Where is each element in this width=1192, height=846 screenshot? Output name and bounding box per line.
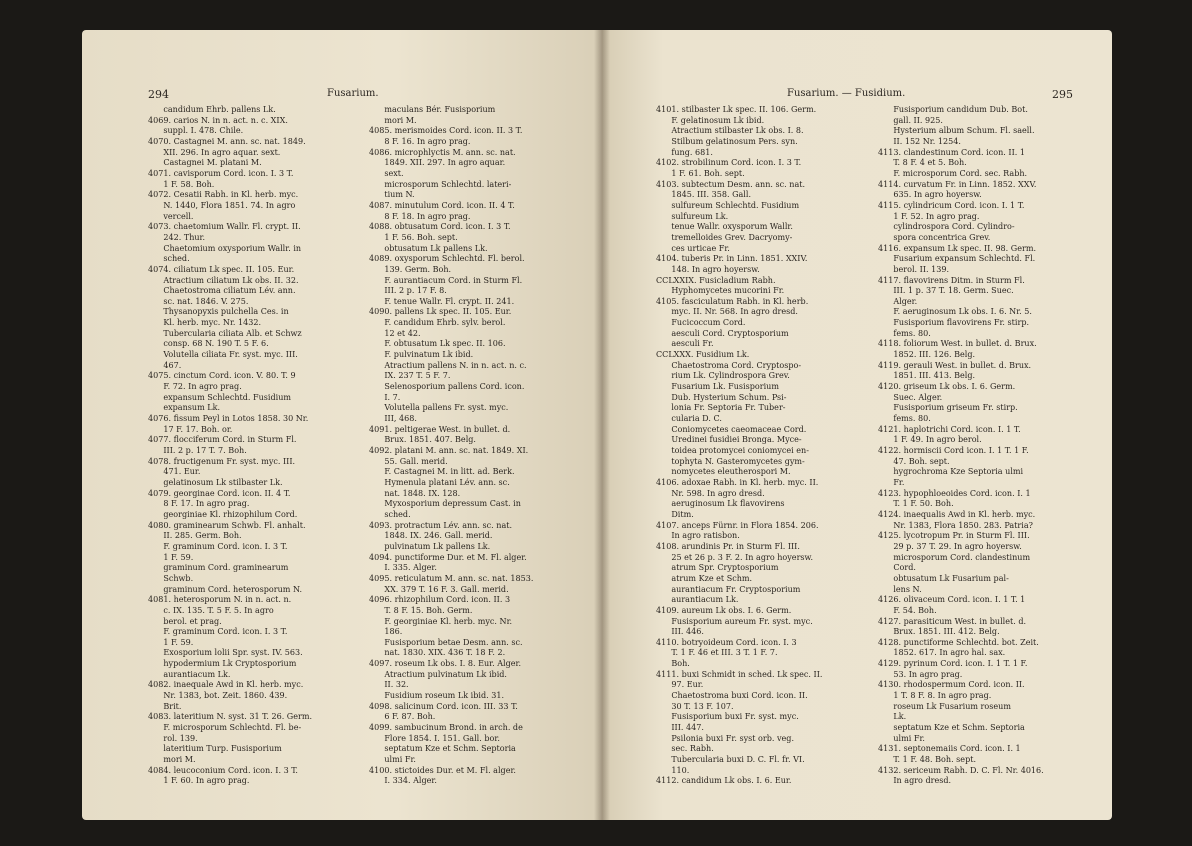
text-line: Hymenula platani Lév. ann. sc. xyxy=(369,477,510,487)
text-line: 4071. cavisporum Cord. icon. I. 3 T. xyxy=(148,168,294,178)
text-line: 4110. botryoideum Cord. icon. I. 3 xyxy=(656,637,797,647)
text-line: 1 F. 61. Boh. sept. xyxy=(656,168,745,178)
text-line: 4089. oxysporum Schlechtd. Fl. berol. xyxy=(369,254,525,264)
text-line: 139. Germ. Boh. xyxy=(369,264,452,274)
right-page xyxy=(602,30,1112,820)
right-page-number: 295 xyxy=(1052,88,1073,101)
text-line: Selenosporium pallens Cord. icon. xyxy=(369,382,525,392)
text-line: 4072. Cesatii Rabh. in Kl. herb. myc. xyxy=(148,190,299,200)
text-line: 4117. flavovirens Ditm. in Sturm Fl. xyxy=(878,275,1025,285)
text-line: 4126. olivaceum Cord. icon. I. 1 T. 1 xyxy=(878,595,1026,605)
text-line: 4107. anceps Fürnr. in Flora 1854. 206. xyxy=(656,520,819,530)
text-line: gelatinosum Lk stilbaster Lk. xyxy=(148,477,283,487)
text-line: 29 p. 37 T. 29. In agro hoyersw. xyxy=(878,541,1022,551)
text-line: obtusatum Lk Fusarium pal- xyxy=(878,573,1009,583)
text-line: atrum Kze et Schm. xyxy=(656,573,753,583)
text-line: Volutella ciliata Fr. syst. myc. III. xyxy=(148,350,298,360)
text-line: berol. et prag. xyxy=(148,616,222,626)
text-line: Fusarium expansum Schlechtd. Fl. xyxy=(878,254,1036,264)
text-line: Fr. xyxy=(878,477,905,487)
text-line: hygrochroma Kze Septoria ulmi xyxy=(878,467,1024,477)
text-line: 4077. flocciferum Cord. in Sturm Fl. xyxy=(148,435,297,445)
text-line: Fucicoccum Cord. xyxy=(656,318,746,328)
text-line: 1852. 617. In agro hal. sax. xyxy=(878,648,1006,658)
text-line: 635. In agro hoyersw. xyxy=(878,190,982,200)
text-line: 97. Eur. xyxy=(656,680,704,690)
text-line: T. 1 F. 46 et III. 3 T. 1 F. 7. xyxy=(656,648,778,658)
text-line: consp. 68 N. 190 T. 5 F. 6. xyxy=(148,339,269,349)
text-line: Fusarium Lk. Fusisporium xyxy=(656,382,779,392)
text-line: 4108. arundinis Pr. in Sturm Fl. III. xyxy=(656,541,800,551)
text-line: 4091. peltigerae West. in bullet. d. xyxy=(369,424,511,434)
text-line: lonia Fr. Septoria Fr. Tuber- xyxy=(656,403,786,413)
left-page-number: 294 xyxy=(148,88,169,101)
text-line: Chaetostroma Cord. Cryptospo- xyxy=(656,360,802,370)
text-line: 1 F. 60. In agro prag. xyxy=(148,776,250,786)
text-line: ulmi Fr. xyxy=(369,755,416,765)
text-line: 1 F. 49. In agro berol. xyxy=(878,435,982,445)
text-line: 4090. pallens Lk spec. II. 105. Eur. xyxy=(369,307,512,317)
text-line: XII. 296. In agro aquar. sext. xyxy=(148,147,281,157)
text-line: Volutella pallens Fr. syst. myc. xyxy=(369,403,509,413)
text-line: 53. In agro prag. xyxy=(878,669,963,679)
text-line: fems. 80. xyxy=(878,414,931,424)
text-line: Exosporium lolii Spr. syst. IV. 563. xyxy=(148,648,303,658)
text-line: aurantiacum Lk. xyxy=(656,595,739,605)
text-line: georginiae Kl. rhizophilum Cord. xyxy=(148,509,298,519)
text-line: mori M. xyxy=(148,755,196,765)
text-line: 4092. platani M. ann. sc. nat. 1849. XI. xyxy=(369,446,529,455)
left-column-1 xyxy=(148,105,312,787)
text-line: sched. xyxy=(369,509,411,519)
text-line: Alger. xyxy=(878,296,918,306)
text-line: 1852. III. 126. Belg. xyxy=(878,350,976,360)
text-line: CCLXXX. Fusidium Lk. xyxy=(656,350,750,360)
text-line: 4109. aureum Lk obs. I. 6. Germ. xyxy=(656,605,792,615)
text-line: Fusisporium aureum Fr. syst. myc. xyxy=(656,616,813,626)
text-line: 1 T. 8 F. 8. In agro prag. xyxy=(878,691,992,701)
text-line: I. 7. xyxy=(369,392,401,402)
text-line: 4081. heterosporum N. in n. act. n. xyxy=(148,595,292,605)
text-line: 4111. buxi Schmidt in sched. Lk spec. II. xyxy=(656,669,823,679)
text-line: Lk. xyxy=(878,712,907,722)
text-line: II. 32. xyxy=(369,680,409,690)
text-line: 47. Boh. sept. xyxy=(878,456,950,466)
text-line: 4069. carios N. in n. act. n. c. XIX. xyxy=(148,115,288,125)
text-line: 30 T. 13 F. 107. xyxy=(656,701,734,711)
text-line: 4105. fasciculatum Rabh. in Kl. herb. xyxy=(656,296,809,306)
text-line: myc. II. Nr. 568. In agro dresd. xyxy=(656,307,798,317)
text-line: 4125. lycotropum Pr. in Sturm Fl. III. xyxy=(878,531,1030,541)
text-line: 6 F. 87. Boh. xyxy=(369,712,436,722)
text-line: 4082. inaequale Awd in Kl. herb. myc. xyxy=(148,680,304,690)
text-line: 17 F. 17. Boh. or. xyxy=(148,424,233,434)
text-line: 1 F. 56. Boh. sept. xyxy=(369,232,458,242)
text-line: F. tenue Wallr. Fl. crypt. II. 241. xyxy=(369,296,515,306)
text-line: Brit. xyxy=(148,701,182,711)
text-line: vercell. xyxy=(148,211,194,221)
text-line: 4070. Castagnei M. ann. sc. nat. 1849. xyxy=(148,136,306,146)
text-line: 4079. georginae Cord. icon. II. 4 T. xyxy=(148,488,291,498)
text-line: 4073. chaetomium Wallr. Fl. crypt. II. xyxy=(148,222,301,232)
text-line: nat. 1848. IX. 128. xyxy=(369,488,461,498)
text-line: 1845. III. 358. Gall. xyxy=(656,190,751,200)
text-line: 8 F. 17. In agro prag. xyxy=(148,499,250,509)
text-line: fems. 80. xyxy=(878,328,931,338)
text-line: Atractium pallens N. in n. act. n. c. xyxy=(369,360,527,370)
text-line: sulfureum Schlechtd. Fusidium xyxy=(656,200,800,210)
text-line: T. 1 F. 48. Boh. sept. xyxy=(878,755,977,765)
text-line: 4119. gerauli West. in bullet. d. Brux. xyxy=(878,360,1032,370)
text-line: sec. Rabh. xyxy=(656,744,714,754)
text-line: 4099. sambucinum Brond. in arch. de xyxy=(369,723,523,733)
text-line: T. 8 F. 15. Boh. Germ. xyxy=(369,605,473,615)
text-line: 4132. sericeum Rabh. D. C. Fl. Nr. 4016. xyxy=(878,765,1044,775)
text-line: 1849. XII. 297. In agro aquar. xyxy=(369,158,506,168)
text-line: septatum Kze et Schm. Septoria xyxy=(878,723,1025,733)
text-line: T. 8 F. 4 et 5. Boh. xyxy=(878,158,967,168)
text-line: Hyphomycetes mucorini Fr. xyxy=(656,286,785,296)
text-line: Brux. 1851. III. 412. Belg. xyxy=(878,627,1000,637)
text-line: maculans Bér. Fusisporium xyxy=(369,105,496,114)
text-line: 1 F. 52. In agro prag. xyxy=(878,211,980,221)
text-line: F. microsporum Cord. sec. Rabh. xyxy=(878,168,1028,178)
text-line: berol. II. 139. xyxy=(878,264,950,274)
text-line: candidum Ehrb. pallens Lk. xyxy=(148,105,276,114)
text-line: Brux. 1851. 407. Belg. xyxy=(369,435,476,445)
text-line: 4100. stictoides Dur. et M. Fl. alger. xyxy=(369,765,516,775)
text-line: Fusisporium flavovirens Fr. stirp. xyxy=(878,318,1030,328)
text-line: nomycetes eleutherospori M. xyxy=(656,467,791,477)
text-line: 4075. cinctum Cord. icon. V. 80. T. 9 xyxy=(148,371,296,381)
text-line: ces urticae Fr. xyxy=(656,243,730,253)
text-line: III. 2 p. 17 F. 8. xyxy=(369,286,447,296)
text-line: F. 72. In agro prag. xyxy=(148,382,242,392)
text-line: rol. 139. xyxy=(148,733,198,743)
text-line: fung. 681. xyxy=(656,147,713,157)
text-line: aurantiacum Fr. Cryptosporium xyxy=(656,584,801,594)
text-line: 4074. ciliatum Lk spec. II. 105. Eur. xyxy=(148,264,295,274)
text-line: expansum Schlechtd. Fusidium xyxy=(148,392,292,402)
text-line: CCLXXIX. Fusicladium Rabh. xyxy=(656,275,776,285)
text-line: Dub. Hysterium Schum. Psi- xyxy=(656,392,787,402)
text-line: 4114. curvatum Fr. in Linn. 1852. XXV. xyxy=(878,179,1037,189)
text-line: 4122. hormiscii Cord icon. I. 1 T. 1 F. xyxy=(878,446,1029,455)
text-line: Chaetostroma buxi Cord. icon. II. xyxy=(656,691,808,701)
text-line: Kl. herb. myc. Nr. 1432. xyxy=(148,318,262,328)
text-line: Uredinei fusidiei Bronga. Myce- xyxy=(656,435,802,445)
text-line: atrum Spr. Cryptosporium xyxy=(656,563,779,573)
text-line: III. 446. xyxy=(656,627,704,637)
text-line: 4106. adoxae Rabh. in Kl. herb. myc. II. xyxy=(656,477,819,487)
text-line: I. 335. Alger. xyxy=(369,563,437,573)
text-line: suppl. I. 478. Chile. xyxy=(148,126,244,136)
text-line: 1848. IX. 246. Gall. merid. xyxy=(369,531,493,541)
text-line: 4123. hypophloeoides Cord. icon. I. 1 xyxy=(878,488,1031,498)
text-line: 4121. haplotrichi Cord. icon. I. 1 T. xyxy=(878,424,1021,434)
text-line: 4094. punctiforme Dur. et M. Fl. alger. xyxy=(369,552,527,562)
text-line: 25 et 26 p. 3 F. 2. In agro hoyersw. xyxy=(656,552,814,562)
text-line: cularia D. C. xyxy=(656,414,722,424)
text-line: Chaetomium oxysporium Wallr. in xyxy=(148,243,302,253)
text-line: II. 152 Nr. 1254. xyxy=(878,136,961,146)
text-line: III, 468. xyxy=(369,414,417,424)
text-line: F. graminum Cord. icon. I. 3 T. xyxy=(148,541,288,551)
text-line: Atractium pulvinatum Lk ibid. xyxy=(369,669,507,679)
text-line: 4124. inaequalis Awd in Kl. herb. myc. xyxy=(878,509,1036,519)
text-line: Psilonia buxi Fr. syst orb. veg. xyxy=(656,733,795,743)
right-column-1 xyxy=(656,105,822,787)
text-line: Boh. xyxy=(656,659,690,669)
text-line: Atractium stilbaster Lk obs. I. 8. xyxy=(656,126,804,136)
text-line: 467. xyxy=(148,360,182,370)
text-line: III. 447. xyxy=(656,723,704,733)
text-line: 4085. merismoides Cord. icon. II. 3 T. xyxy=(369,126,523,136)
text-line: Fusidium roseum Lk ibid. 31. xyxy=(369,691,505,701)
text-line: Thysanopyxis pulchella Ces. in xyxy=(148,307,289,317)
text-line: Stilbum gelatinosum Pers. syn. xyxy=(656,136,798,146)
text-line: 4096. rhizophilum Cord. icon. II. 3 xyxy=(369,595,511,605)
text-line: ulmi Fr. xyxy=(878,733,925,743)
text-line: III. 2 p. 17 T. 7. Boh. xyxy=(148,446,247,455)
text-line: gall. II. 925. xyxy=(878,115,943,125)
text-line: 4131. septonemaiis Cord. icon. I. 1 xyxy=(878,744,1021,754)
text-line: Fusisporium betae Desm. ann. sc. xyxy=(369,637,523,647)
text-line: 4088. obtusatum Cord. icon. I. 3 T. xyxy=(369,222,511,232)
text-line: Coniomycetes caeomaceae Cord. xyxy=(656,424,807,434)
text-line: 1 F. 59. xyxy=(148,637,194,647)
text-line: tenue Wallr. oxysporum Wallr. xyxy=(656,222,793,232)
text-line: 4113. clandestinum Cord. icon. II. 1 xyxy=(878,147,1025,157)
text-line: T. 1 F. 50. Boh. xyxy=(878,499,954,509)
text-line: F. obtusatum Lk spec. II. 106. xyxy=(369,339,506,349)
text-line: 4116. expansum Lk spec. II. 98. Germ. xyxy=(878,243,1037,253)
book-gutter xyxy=(594,30,610,820)
text-line: 4129. pyrinum Cord. icon. I. 1 T. 1 F. xyxy=(878,659,1028,669)
text-line: 4118. foliorum West. in bullet. d. Brux. xyxy=(878,339,1037,349)
text-line: 4101. stilbaster Lk spec. II. 106. Germ. xyxy=(656,105,817,114)
text-line: 4095. reticulatum M. ann. sc. nat. 1853. xyxy=(369,573,534,583)
text-line: I. 334. Alger. xyxy=(369,776,437,786)
text-line: 242. Thur. xyxy=(148,232,206,242)
text-line: tium N. xyxy=(369,190,415,200)
text-line: microsporum Schlechtd. lateri- xyxy=(369,179,512,189)
text-line: 4093. protractum Lév. ann. sc. nat. xyxy=(369,520,513,530)
text-line: Atractium ciliatum Lk obs. II. 32. xyxy=(148,275,299,285)
text-line: toidea protomycei coniomycei en- xyxy=(656,446,809,455)
text-line: 4127. parasiticum West. in bullet. d. xyxy=(878,616,1027,626)
text-line: Fusisporium buxi Fr. syst. myc. xyxy=(656,712,799,722)
text-line: Fusisporium candidum Dub. Bot. xyxy=(878,105,1028,114)
text-line: 8 F. 18. In agro prag. xyxy=(369,211,471,221)
text-line: Flore 1854. I. 151. Gall. bor. xyxy=(369,733,500,743)
text-line: F. microsporum Schlechtd. Fl. be- xyxy=(148,723,302,733)
text-line: 148. In agro hoyersw. xyxy=(656,264,760,274)
text-line: lateritium Turp. Fusisporium xyxy=(148,744,282,754)
text-line: pulvinatum Lk pallens Lk. xyxy=(369,541,491,551)
text-line: F. aurantiacum Cord. in Sturm Fl. xyxy=(369,275,523,285)
text-line: Suec. Alger. xyxy=(878,392,943,402)
text-line: Nr. 1383, Flora 1850. 283. Patria? xyxy=(878,520,1033,530)
text-line: 110. xyxy=(656,765,690,775)
text-line: XX. 379 T. 16 F. 3. Gall. merid. xyxy=(369,584,509,594)
text-line: 4115. cylindricum Cord. icon. I. 1 T. xyxy=(878,200,1025,210)
text-line: F. graminum Cord. icon. I. 3 T. xyxy=(148,627,288,637)
text-line: III. 1 p. 37 T. 18. Germ. Suec. xyxy=(878,286,1014,296)
text-line: 12 et 42. xyxy=(369,328,421,338)
right-running-head: Fusarium. — Fusidium. xyxy=(787,88,906,99)
text-line: sulfureum Lk. xyxy=(656,211,729,221)
text-line: 4112. candidum Lk obs. I. 6. Eur. xyxy=(656,776,792,786)
text-line: nat. 1830. XIX. 436 T. 18 F. 2. xyxy=(369,648,506,658)
text-line: In agro ratisbon. xyxy=(656,531,740,541)
text-line: Hysterium album Schum. Fl. saell. xyxy=(878,126,1035,136)
text-line: F. pulvinatum Lk ibid. xyxy=(369,350,474,360)
text-line: 4084. leucoconium Cord. icon. I. 3 T. xyxy=(148,765,298,775)
text-line: F. 54. Boh. xyxy=(878,605,937,615)
text-line: 8 F. 16. In agro prag. xyxy=(369,136,471,146)
text-line: tophyta N. Gasteromycetes gym- xyxy=(656,456,805,466)
text-line: Schwb. xyxy=(148,573,194,583)
text-line: septatum Kze et Schm. Septoria xyxy=(369,744,516,754)
right-column-2 xyxy=(878,105,1044,787)
text-line: hypodermium Lk Cryptosporium xyxy=(148,659,297,669)
text-line: 4103. subtectum Desm. ann. sc. nat. xyxy=(656,179,806,189)
book-spread xyxy=(82,30,1112,820)
text-line: obtusatum Lk pallens Lk. xyxy=(369,243,488,253)
text-line: sched. xyxy=(148,254,190,264)
left-column-2 xyxy=(369,105,533,787)
text-line: 4120. griseum Lk obs. I. 6. Germ. xyxy=(878,382,1016,392)
text-line: 1 F. 59. xyxy=(148,552,194,562)
text-line: 471. Eur. xyxy=(148,467,201,477)
text-line: 4076. fissum Peyl in Lotos 1858. 30 Nr. xyxy=(148,414,309,424)
text-line: 1 F. 58. Boh. xyxy=(148,179,215,189)
text-line: F. Castagnei M. in litt. ad. Berk. xyxy=(369,467,515,477)
text-line: rium Lk. Cylindrospora Grev. xyxy=(656,371,790,381)
text-line: graminum Cord. heterosporum N. xyxy=(148,584,303,594)
text-line: aurantiacum Lk. xyxy=(148,669,231,679)
text-line: F. candidum Ehrb. sylv. berol. xyxy=(369,318,506,328)
text-line: Tubercularia buxi D. C. Fl. fr. VI. xyxy=(656,755,805,765)
text-line: Castagnei M. platani M. xyxy=(148,158,262,168)
text-line: Chaetostroma ciliatum Lév. ann. xyxy=(148,286,296,296)
text-line: 4098. salicinum Cord. icon. III. 33 T. xyxy=(369,701,518,711)
text-line: Nr. 598. In agro dresd. xyxy=(656,488,765,498)
text-line: mori M. xyxy=(369,115,417,125)
text-line: 1851. III. 413. Belg. xyxy=(878,371,976,381)
text-line: 4097. roseum Lk obs. I. 8. Eur. Alger. xyxy=(369,659,522,669)
text-line: In agro dresd. xyxy=(878,776,952,786)
text-line: Cord. xyxy=(878,563,916,573)
text-line: 4086. microphlyctis M. ann. sc. nat. xyxy=(369,147,516,157)
text-line: IX. 237 T. 5 F. 7. xyxy=(369,371,451,381)
text-line: cylindrospora Cord. Cylindro- xyxy=(878,222,1015,232)
text-line: sext. xyxy=(369,168,404,178)
text-line: microsporum Cord. clandestinum xyxy=(878,552,1031,562)
text-line: 4083. lateritium N. syst. 31 T. 26. Germ. xyxy=(148,712,313,722)
text-line: lens N. xyxy=(878,584,922,594)
text-line: aesculi Fr. xyxy=(656,339,714,349)
text-line: 4087. minutulum Cord. icon. II. 4 T. xyxy=(369,200,515,210)
text-line: Nr. 1383, bot. Zeit. 1860. 439. xyxy=(148,691,288,701)
text-line: F. gelatinosum Lk ibid. xyxy=(656,115,765,125)
text-line: N. 1440, Flora 1851. 74. In agro xyxy=(148,200,296,210)
text-line: roseum Lk Fusarium roseum xyxy=(878,701,1011,711)
left-page xyxy=(82,30,602,820)
text-line: 4128. punctiforme Schlechtd. bot. Zeit. xyxy=(878,637,1039,647)
text-line: Tubercularia ciliata Alb. et Schwz xyxy=(148,328,302,338)
text-line: expansum Lk. xyxy=(148,403,221,413)
text-line: 55. Gall. merid. xyxy=(369,456,448,466)
text-line: 186. xyxy=(369,627,403,637)
text-line: 4080. graminearum Schwb. Fl. anhalt. xyxy=(148,520,306,530)
text-line: sc. nat. 1846. V. 275. xyxy=(148,296,249,306)
text-line: 4102. strobilinum Cord. icon. I. 3 T. xyxy=(656,158,802,168)
text-line: F. aeruginosum Lk obs. I. 6. Nr. 5. xyxy=(878,307,1032,317)
text-line: tremelloides Grev. Dacryomy- xyxy=(656,232,793,242)
text-line: 4104. tuberis Pr. in Linn. 1851. XXIV. xyxy=(656,254,808,264)
text-line: spora concentrica Grev. xyxy=(878,232,991,242)
text-line: 4130. rhodospermum Cord. icon. II. xyxy=(878,680,1025,690)
text-line: aeruginosum Lk flavovirens xyxy=(656,499,785,509)
text-line: 4078. fructigenum Fr. syst. myc. III. xyxy=(148,456,296,466)
text-line: F. georginiae Kl. herb. myc. Nr. xyxy=(369,616,513,626)
left-running-head: Fusarium. xyxy=(327,88,379,99)
text-line: c. IX. 135. T. 5 F. 5. In agro xyxy=(148,605,274,615)
text-line: Fusisporium griseum Fr. stirp. xyxy=(878,403,1018,413)
text-line: graminum Cord. graminearum xyxy=(148,563,289,573)
text-line: II. 285. Germ. Boh. xyxy=(148,531,242,541)
text-line: Ditm. xyxy=(656,509,694,519)
text-line: Myxosporium depressum Cast. in xyxy=(369,499,521,509)
text-line: aesculi Cord. Cryptosporium xyxy=(656,328,789,338)
